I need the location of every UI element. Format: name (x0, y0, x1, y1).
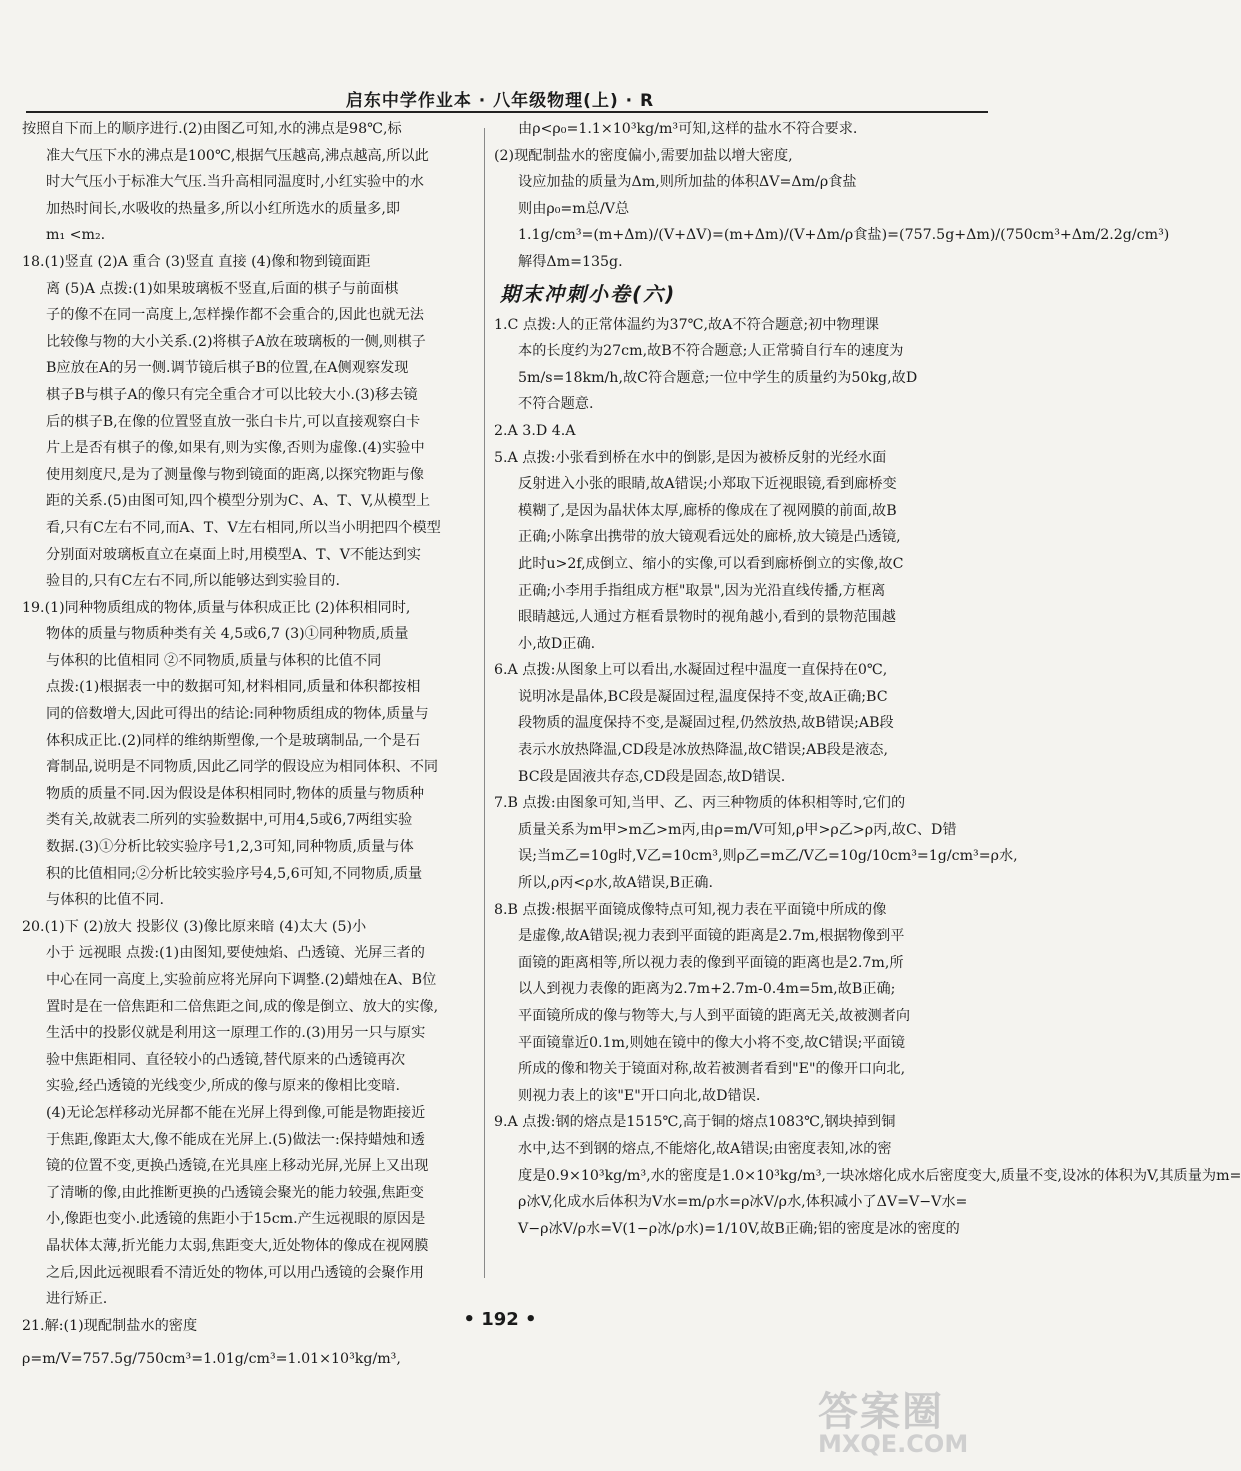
text-line: 以人到视力表像的距离为2.7m+2.7m-0.4m=5m,故B正确; (518, 981, 896, 998)
text-line: 小,像距也变小.此透镜的焦距小于15cm.产生远视眼的原因是 (46, 1211, 426, 1228)
text-line: 进行矫正. (46, 1291, 108, 1308)
text-line: 模糊了,是因为晶状体太厚,廊桥的像成在了视网膜的前面,故B (518, 502, 897, 519)
text-line: 21.解:(1)现配制盐水的密度 (22, 1317, 198, 1334)
running-header: 启东中学作业本 · 八年级物理(上) · R (345, 91, 655, 111)
text-line: 7.B 点拨:由图象可知,当甲、乙、丙三种物质的体积相等时,它们的 (494, 795, 906, 812)
text-line: 则由ρ₀=m总/V总 (518, 200, 630, 217)
text-line: 8.B 点拨:根据平面镜成像特点可知,视力表在平面镜中所成的像 (494, 901, 887, 918)
text-line: 解得Δm=135g. (518, 253, 623, 270)
column-divider (484, 128, 485, 1278)
text-line: 平面镜所成的像与物等大,与人到平面镜的距离无关,故被测者向 (518, 1008, 911, 1024)
text-line: 段物质的温度保持不变,是凝固过程,仍然放热,故B错误;AB段 (518, 715, 894, 732)
text-line: 使用刻度尺,是为了测量像与物到镜面的距离,以探究物距与像 (46, 466, 424, 483)
text-line: (2)现配制盐水的密度偏小,需要加盐以增大密度, (494, 147, 793, 164)
text-line: 棋子B与棋子A的像只有完全重合才可以比较大小.(3)移去镜 (46, 386, 418, 403)
text-line: 物体的质量与物质种类有关 4,5或6,7 (3)①同种物质,质量 (46, 626, 409, 643)
text-line: 5m/s=18km/h,故C符合题意;一位中学生的质量约为50kg,故D (518, 369, 918, 386)
text-line: 后的棋子B,在像的位置竖直放一张白卡片,可以直接观察白卡 (46, 413, 421, 430)
text-line: 1.C 点拨:人的正常体温约为37℃,故A不符合题意;初中物理课 (494, 316, 880, 333)
text-line: 验目的,只有C左右不同,所以能够达到实验目的. (46, 573, 340, 590)
text-line: 数据.(3)①分析比较实验序号1,2,3可知,同种物质,质量与体 (46, 839, 414, 856)
right-column (494, 116, 1241, 1242)
text-line: 不符合题意. (518, 396, 594, 413)
text-line: 分别面对玻璃板直立在桌面上时,用模型A、T、V不能达到实 (46, 546, 421, 563)
section-title: 期末冲刺小卷(六) (500, 281, 677, 306)
text-line: 水中,达不到钢的熔点,不能熔化,故A错误;由密度表知,冰的密 (518, 1140, 892, 1157)
text-line: 面镜的距离相等,所以视力表的像到平面镜的距离也是2.7m,所 (518, 954, 904, 971)
text-line: 5.A 点拨:小张看到桥在水中的倒影,是因为被桥反射的光经水面 (494, 449, 887, 466)
text-line: 看,只有C左右不同,而A、T、V左右相同,所以当小明把四个模型 (46, 519, 441, 536)
text-line: 所成的像和物关于镜面对称,故若被测者看到"E"的像开口向北, (518, 1061, 906, 1078)
text-line: 设应加盐的质量为Δm,则所加盐的体积ΔV=Δm/ρ食盐 (518, 174, 857, 191)
text-line: 误;当m乙=10g时,V乙=10cm³,则ρ乙=m乙/V乙=10g/10cm³=1g/cm³=ρ水, (518, 848, 1018, 865)
text-line: 19.(1)同种物质组成的物体,质量与体积成正比 (2)体积相同时, (22, 599, 411, 616)
text-line: BC段是固液共存态,CD段是固态,故D错误. (518, 768, 786, 785)
text-line: 实验,经凸透镜的光线变少,所成的像与原来的像相比变暗. (46, 1078, 401, 1095)
text-line: 体积成正比.(2)同样的维纳斯塑像,一个是玻璃制品,一个是石 (46, 732, 421, 749)
density-formula: ρ=m/V=757.5g/750cm³=1.01g/cm³=1.01×10³kg/m³, (22, 1351, 401, 1368)
text-line: 片上是否有棋子的像,如果有,则为实像,否则为虚像.(4)实验中 (46, 440, 425, 457)
text-line: m₁ <m₂. (46, 227, 106, 244)
text-line: 物质的质量不同.因为假设是体积相同时,物体的质量与物质种 (46, 785, 424, 802)
text-line: 离 (5)A 点拨:(1)如果玻璃板不竖直,后面的棋子与前面棋 (46, 280, 399, 297)
text-line: 按照自下而上的顺序进行.(2)由图乙可知,水的沸点是98℃,标 (22, 121, 402, 137)
text-line: 与体积的比值不同. (46, 892, 165, 909)
text-line: 表示水放热降温,CD段是冰放热降温,故C错误;AB段是液态, (518, 742, 889, 759)
text-line: B应放在A的另一侧.调节镜后棋子B的位置,在A侧观察发现 (46, 360, 409, 377)
text-line: 子的像不在同一高度上,怎样操作都不会重合的,因此也就无法 (46, 307, 424, 324)
text-line: 说明冰是晶体,BC段是凝固过程,温度保持不变,故A正确;BC (518, 688, 888, 705)
text-line: 加热时间长,水吸收的热量多,所以小红所选水的质量多,即 (46, 200, 401, 217)
text-line: 于焦距,像距太大,像不能成在光屏上.(5)做法一:保持蜡烛和透 (46, 1131, 425, 1148)
right-column-answers (494, 312, 1241, 1243)
watermark-logo-text: 答案圈 (818, 1389, 944, 1435)
text-line: 本的长度约为27cm,故B不符合题意;人正常骑自行车的速度为 (518, 343, 904, 360)
text-line: 18.(1)竖直 (2)A 重合 (3)竖直 直接 (4)像和物到镜面距 (22, 253, 371, 270)
text-line: 20.(1)下 (2)放大 投影仪 (3)像比原来暗 (4)太大 (5)小 (22, 918, 367, 935)
text-line: 中心在同一高度上,实验前应将光屏向下调整.(2)蜡烛在A、B位 (46, 972, 437, 988)
page-number: • 192 • (463, 1309, 537, 1330)
right-column-continuation (494, 116, 1170, 276)
watermark-logo (808, 1380, 988, 1464)
text-line: 眼睛越远,人通过方框看景物时的视角越小,看到的景物范围越 (518, 609, 896, 626)
text-line: 点拨:(1)根据表一中的数据可知,材料相同,质量和体积都按相 (46, 679, 421, 696)
text-line: 时大气压小于标准大气压.当升高相同温度时,小红实验中的水 (46, 174, 424, 191)
left-column-lines (22, 116, 472, 1339)
text-line: 是虚像,故A错误;视力表到平面镜的距离是2.7m,根据物像到平 (518, 928, 905, 945)
text-line: (4)无论怎样移动光屏都不能在光屏上得到像,可能是物距接近 (46, 1104, 426, 1121)
text-line: 验中焦距相同、直径较小的凸透镜,替代原来的凸透镜再次 (46, 1051, 406, 1068)
text-line: 9.A 点拨:钢的熔点是1515℃,高于铜的熔点1083℃,钢块掉到铜 (494, 1114, 896, 1131)
text-line: 距的关系.(5)由图可知,四个模型分别为C、A、T、V,从模型上 (46, 493, 431, 510)
text-line: 正确;小陈拿出携带的放大镜观看远处的廊桥,放大镜是凸透镜, (518, 529, 901, 546)
text-line: 反射进入小张的眼睛,故A错误;小郑取下近视眼镜,看到廊桥变 (518, 476, 897, 493)
text-line: 膏制品,说明是不同物质,因此乙同学的假设应为相同体积、不同 (46, 759, 439, 776)
text-line: 则视力表上的该"E"开口向北,故D错误. (518, 1087, 761, 1104)
text-line: 平面镜靠近0.1m,则她在镜中的像大小将不变,故C错误;平面镜 (518, 1034, 905, 1051)
text-line: 镜的位置不变,更换凸透镜,在光具座上移动光屏,光屏上又出现 (46, 1158, 429, 1175)
text-line: 晶状体太薄,折光能力太弱,焦距变大,近处物体的像成在视网膜 (46, 1237, 429, 1254)
watermark-url: MXQE.COM (818, 1430, 969, 1458)
text-line: V−ρ冰V/ρ水=V(1−ρ冰/ρ水)=1/10V,故B正确;铝的密度是冰的密度的 (518, 1220, 960, 1237)
text-line: 由ρ<ρ₀=1.1×10³kg/m³可知,这样的盐水不符合要求. (518, 121, 858, 137)
text-line: 正确;小李用手指组成方框"取景",因为光沿直线传播,方框离 (518, 582, 886, 599)
text-line: ρ冰V,化成水后体积为V水=m/ρ水=ρ冰V/ρ水,体积减小了ΔV=V−V水= (518, 1194, 968, 1211)
text-line: 度是0.9×10³kg/m³,水的密度是1.0×10³kg/m³,一块冰熔化成水后密度变大,质量不变,设冰的体积为V,其质量为m= (518, 1167, 1241, 1184)
text-line: 准大气压下水的沸点是100℃,根据气压越高,沸点越高,所以此 (46, 147, 429, 164)
text-line: 类有关,故就表二所列的实验数据中,可用4,5或6,7两组实验 (46, 812, 413, 829)
text-line: 小,故D正确. (518, 635, 596, 652)
text-line: 1.1g/cm³=(m+Δm)/(V+ΔV)=(m+Δm)/(V+Δm/ρ食盐)=(757.5g+Δm)/(750cm³+Δm/2.2g/cm³) (518, 227, 1170, 244)
text-line: 同的倍数增大,因此可得出的结论:同种物质组成的物体,质量与 (46, 706, 429, 723)
left-column (22, 116, 472, 1379)
text-line: 之后,因此远视眼看不清近处的物体,可以用凸透镜的会聚作用 (46, 1264, 424, 1281)
text-line: 2.A 3.D 4.A (494, 422, 576, 439)
text-line: 了清晰的像,由此推断更换的凸透镜会聚光的能力较强,焦距变 (46, 1184, 424, 1201)
text-line: 置时是在一倍焦距和二倍焦距之间,成的像是倒立、放大的实像, (46, 998, 439, 1015)
header-rule (26, 111, 988, 113)
text-line: 质量关系为m甲>m乙>m丙,由ρ=m/V可知,ρ甲>ρ乙>ρ丙,故C、D错 (518, 821, 957, 838)
text-line: 与体积的比值相同 ②不同物质,质量与体积的比值不同 (46, 652, 382, 669)
text-line: 生活中的投影仪就是利用这一原理工作的.(3)用另一只与原实 (46, 1025, 426, 1042)
text-line: 此时u>2f,成倒立、缩小的实像,可以看到廊桥倒立的实像,故C (518, 555, 904, 572)
text-line: 积的比值相同;②分析比较实验序号4,5,6可知,不同物质,质量 (46, 865, 423, 882)
text-line: 比较像与物的大小关系.(2)将棋子A放在玻璃板的一侧,则棋子 (46, 333, 426, 350)
text-line: 所以,ρ丙<ρ水,故A错误,B正确. (518, 875, 713, 892)
text-line: 小于 远视眼 点拨:(1)由图知,要使烛焰、凸透镜、光屏三者的 (46, 945, 425, 962)
text-line: 6.A 点拨:从图象上可以看出,水凝固过程中温度一直保持在0℃, (494, 662, 888, 679)
